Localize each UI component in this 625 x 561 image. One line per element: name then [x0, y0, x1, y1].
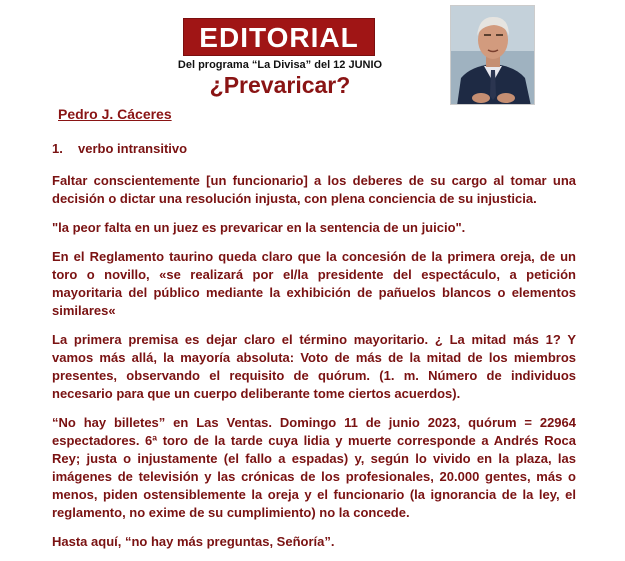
paragraph-las-ventas: “No hay billetes” en Las Ventas. Domingo 11 de junio 2023, quórum = 22964 espectadores. 6ª toro de la tarde cuya lidia y muerte corresponde a Andrés Roca Rey; justa o injustamente (el fallo a espadas) y, según lo vivido en la plaza, las imágenes de televisión y las crónicas de los profesionales, 20.000 gentes, más o menos, piden ostensiblemente la oreja y el funcionario (la ignorancia de la ley, el reglamento, no exime de su cumplimiento) no la concede. [52, 415, 576, 520]
paragraph-closing: Hasta aquí, “no hay más preguntas, Señoría”. [52, 534, 335, 549]
author-name: Pedro J. Cáceres [58, 106, 172, 122]
paragraph-definition: Faltar conscientemente [un funcionario] a los deberes de su cargo al tomar una decisión o dictar una resolución injusta, con plena conciencia de su injusticia. [52, 173, 576, 206]
definition-type: verbo intransitivo [78, 141, 188, 156]
paragraph-reglamento: En el Reglamento taurino queda claro que la concesión de la primera oreja, de un toro o novillo, «se realizará por el/la presidente del espectáculo, a petición mayoritaria del público mediante la exhibición de pañuelos blancos o elementos similares« [52, 249, 576, 318]
paragraph-mayoritario: La primera premisa es dejar claro el término mayoritario. ¿ La mitad más 1? Y vamos más allá, la mayoría absoluta: Voto de más de la mitad de los miembros presentes, observando el requisito de quórum. (1. m. Número de individuos necesario para que un cuerpo deliberante tome ciertos acuerdos). [52, 332, 576, 401]
editorial-banner: EDITORIAL [183, 18, 375, 56]
article-body [52, 140, 576, 561]
definition-number: 1. [52, 141, 63, 156]
man-portrait-photo [450, 5, 535, 105]
article-title: ¿Prevaricar? [209, 72, 351, 98]
definition-heading [52, 140, 576, 158]
paragraph-example-quote: "la peor falta en un juez es prevaricar en la sentencia de un juicio". [52, 220, 466, 235]
program-subtitle: Del programa “La Divisa” del 12 JUNIO [177, 59, 383, 71]
